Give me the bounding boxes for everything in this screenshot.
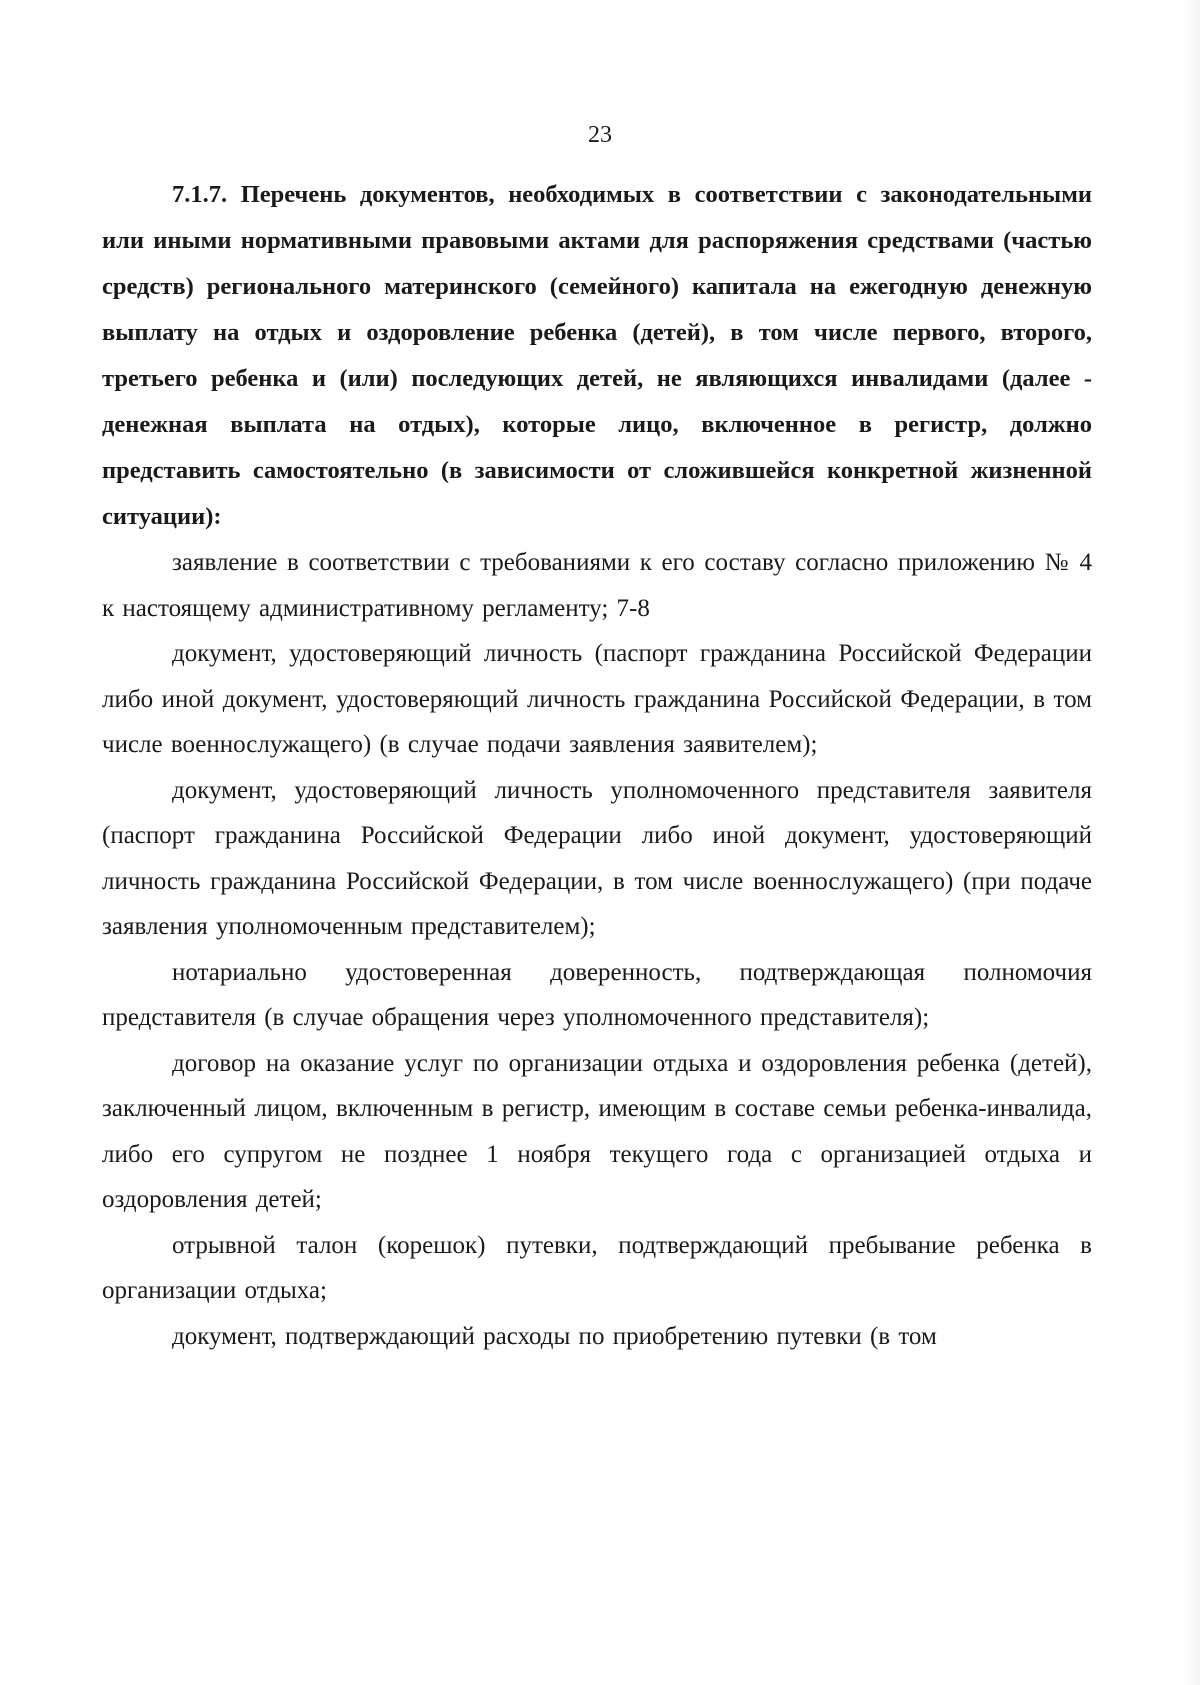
paragraph-identity-document: документ, удостоверяющий личность (паспорт гражданина Российской Федерации либо иной документ, удостоверяющий личность гражданина Российской Федерации, в том числе военнослужащего) (в случае подачи заявления заявителем); <box>102 640 1092 758</box>
paragraph-application: заявление в соответствии с требованиями к его составу согласно приложению № 4 к настоящему административному регламенту; 7-8 <box>102 549 1092 622</box>
section-heading: 7.1.7. Перечень документов, необходимых в соответствии с законодательными или иными нормативными правовыми актами для распоряжения средствами (частью средств) регионального материнского (семейного) капитала на ежегодную денежную выплату на отдых и оздоровление ребенка (детей), в том числе первого, второго, третьего ребенка и (или) последующих детей, не являющихся инвалидами (далее - денежная выплата на отдых), которые лицо, включенное в регистр, должно представить самостоятельно (в зависимости от сложившейся конкретной жизненной ситуации): <box>102 181 1092 530</box>
paragraph-voucher-stub: отрывной талон (корешок) путевки, подтверждающий пребывание ребенка в организации отдыха; <box>102 1231 1092 1304</box>
paragraph-service-contract: договор на оказание услуг по организации отдыха и оздоровления ребенка (детей), заключенный лицом, включенным в регистр, имеющим в составе семьи ребенка-инвалида, либо его супругом не позднее 1 ноября текущего года с организацией отдыха и оздоровления детей; <box>102 1049 1092 1213</box>
paragraph-power-of-attorney: нотариально удостоверенная доверенность, подтверждающая полномочия представителя (в случае обращения через уполномоченного представителя); <box>102 958 1092 1031</box>
document-body <box>102 172 1092 1359</box>
paragraph-representative-identity: документ, удостоверяющий личность уполномоченного представителя заявителя (паспорт гражданина Российской Федерации либо иной документ, удостоверяющий личность гражданина Российской Федерации, в том числе военнослужащего) (при подаче заявления уполномоченным представителем); <box>102 776 1092 940</box>
paragraph-expense-document: документ, подтверждающий расходы по приобретению путевки (в том <box>172 1322 937 1350</box>
page-number: 23 <box>588 122 612 148</box>
scan-edge <box>1182 0 1200 1685</box>
